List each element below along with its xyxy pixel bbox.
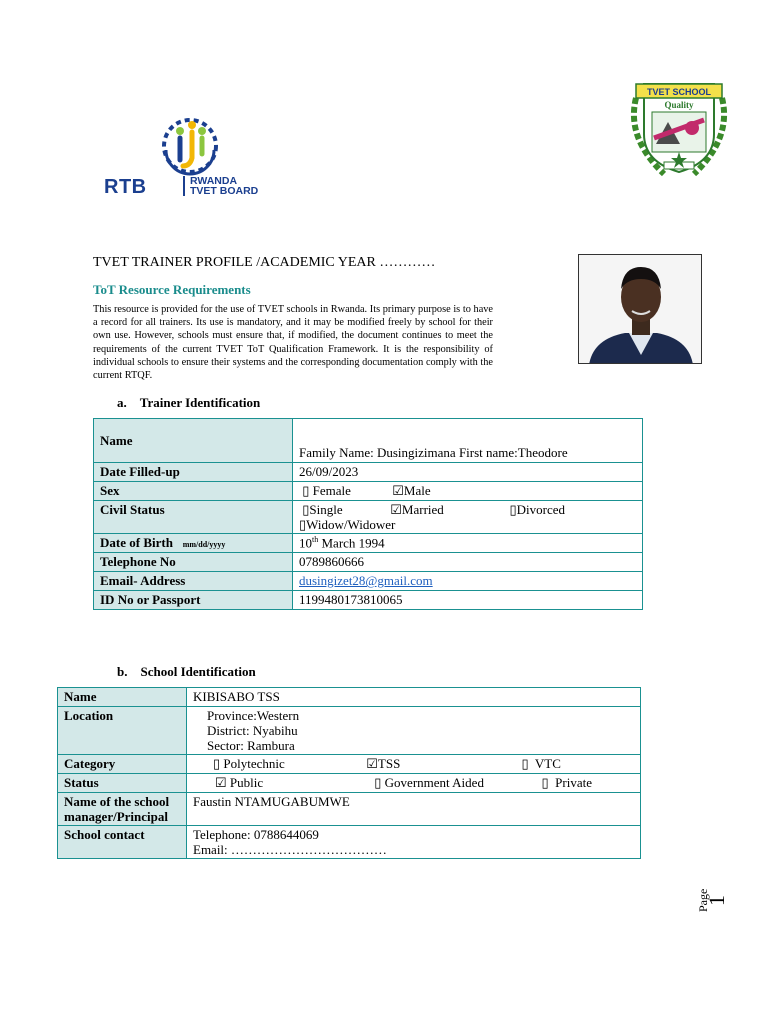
rtb-sub-line2: TVET BOARD (190, 185, 259, 197)
heading-marker-a: a. (117, 395, 127, 410)
table-row (94, 419, 643, 463)
checked-box-icon: ☑ (392, 483, 404, 498)
school-identification-table (57, 687, 641, 859)
unchecked-box-icon: ▯ (299, 517, 307, 532)
heading-text-b: School Identification (140, 664, 256, 679)
status-public-option[interactable]: ☑ Public (215, 775, 264, 790)
portrait-image (579, 255, 702, 364)
status-label: Status (58, 774, 187, 793)
table-row (58, 688, 641, 707)
table-row (58, 826, 641, 859)
unchecked-box-icon: ▯ (213, 756, 221, 771)
unchecked-box-icon: ▯ (374, 775, 382, 790)
dob-format: mm/dd/yyyy (182, 540, 226, 549)
email-link[interactable]: dusingizet28@gmail.com (299, 573, 433, 589)
civil-divorced-option[interactable]: ▯Divorced (509, 502, 566, 517)
unchecked-box-icon: ▯ (521, 756, 529, 771)
table-row (94, 482, 643, 501)
table-row (94, 534, 643, 553)
checked-box-icon: ☑ (390, 502, 402, 517)
unchecked-box-icon: ▯ (509, 502, 517, 517)
emblem-top-text: TVET SCHOOL (646, 87, 712, 97)
page-label: Page (696, 888, 710, 912)
location-value (187, 707, 641, 755)
civil-widow-option[interactable]: ▯Widow/Widower (299, 517, 396, 532)
table-row (58, 707, 641, 755)
table-row (94, 463, 643, 482)
location-province: Province:Western (207, 708, 300, 723)
school-identification-heading (117, 664, 256, 680)
rtb-logo-subtitle (183, 176, 258, 196)
contact-email: Email: ……………………………… (193, 842, 387, 857)
telephone-value: 0789860666 (293, 553, 643, 572)
rtb-sub-line1: RWANDA (190, 175, 238, 187)
date-filled-label: Date Filled-up (94, 463, 293, 482)
location-sector: Sector: Rambura (207, 738, 295, 753)
telephone-label: Telephone No (94, 553, 293, 572)
email-cell (293, 572, 643, 591)
status-aided-option[interactable]: ▯ Government Aided (374, 775, 484, 790)
table-row (58, 755, 641, 774)
date-filled-value: 26/09/2023 (293, 463, 643, 482)
school-emblem (624, 78, 734, 182)
sex-male-option[interactable]: ☑Male (392, 483, 431, 498)
civil-single-option[interactable]: ▯Single (302, 502, 343, 517)
category-vtc-option[interactable]: ▯ VTC (521, 756, 561, 771)
emblem-mid-text: Quality (664, 100, 694, 110)
table-row (94, 501, 643, 534)
table-row (58, 793, 641, 826)
trainer-identification-table (93, 418, 643, 610)
section-heading: ToT Resource Requirements (93, 282, 251, 297)
dob-value: 10th March 1994 (293, 534, 643, 553)
status-private-option[interactable]: ▯ Private (541, 775, 592, 790)
contact-value (187, 826, 641, 859)
trainer-photo (578, 254, 702, 364)
category-tss-option[interactable]: ☑TSS (366, 756, 401, 771)
category-options (187, 755, 641, 774)
civil-married-option[interactable]: ☑Married (390, 502, 444, 517)
page-number: 1 (704, 895, 729, 906)
intro-paragraph: This resource is provided for the use of TVET schools in Rwanda. Its primary purpose is to have a record for all trainers. Its use is mandatory, and it may be modified freely by school for their own use. However, schools must ensure that, if modified, the document continues to meet the requirements of the current TVET ToT Qualification Framework. It is the responsibility of individual schools to ensure their systems and the corresponding documentation comply with the current RTQF. (93, 304, 493, 382)
id-value: 1199480173810065 (293, 591, 643, 610)
contact-phone: Telephone: 0788644069 (193, 827, 319, 842)
email-label: Email- Address (94, 572, 293, 591)
school-name-value: KIBISABO TSS (187, 688, 641, 707)
name-value: Family Name: Dusingizimana First name:Theodore (293, 419, 643, 463)
sex-options (293, 482, 643, 501)
heading-marker-b: b. (117, 664, 128, 679)
id-label: ID No or Passport (94, 591, 293, 610)
name-label: Name (94, 419, 293, 463)
unchecked-box-icon: ▯ (302, 483, 310, 498)
table-row (58, 774, 641, 793)
sex-label: Sex (94, 482, 293, 501)
checked-box-icon: ☑ (366, 756, 378, 771)
manager-value: Faustin NTAMUGABUMWE (187, 793, 641, 826)
rtb-logo-text: RTB (104, 176, 147, 198)
page-footer (696, 860, 736, 940)
table-row (94, 591, 643, 610)
school-name-label: Name (58, 688, 187, 707)
location-district: District: Nyabihu (207, 723, 298, 738)
table-row (94, 553, 643, 572)
unchecked-box-icon: ▯ (302, 502, 310, 517)
category-polytechnic-option[interactable]: ▯ Polytechnic (213, 756, 285, 771)
unchecked-box-icon: ▯ (541, 775, 549, 790)
page-title: TVET TRAINER PROFILE /ACADEMIC YEAR ………… (93, 255, 436, 270)
checked-box-icon: ☑ (215, 775, 227, 790)
dob-label: Date of Birth mm/dd/yyyy (94, 534, 293, 553)
category-label: Category (58, 755, 187, 774)
location-label: Location (58, 707, 187, 755)
sex-female-option[interactable]: ▯ Female (302, 483, 351, 498)
heading-text-a: Trainer Identification (139, 395, 261, 410)
civil-status-label: Civil Status (94, 501, 293, 534)
civil-status-options (293, 501, 643, 534)
manager-label: Name of the school manager/Principal (58, 793, 187, 826)
status-options (187, 774, 641, 793)
trainer-identification-heading (117, 395, 260, 411)
contact-label: School contact (58, 826, 187, 859)
table-row (94, 572, 643, 591)
